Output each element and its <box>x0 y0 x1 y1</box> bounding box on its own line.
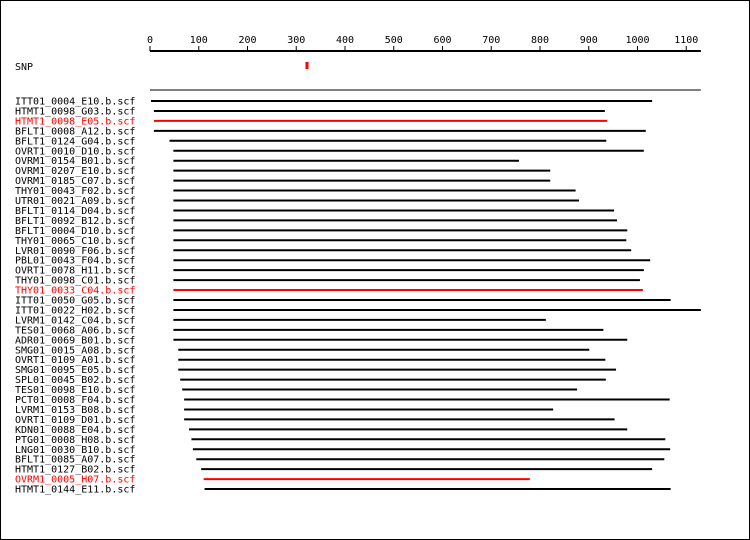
read-name: HTMT1_0144_E11.b.scf <box>15 484 136 496</box>
read-name: PBL01_0043_F04.b.scf <box>15 255 136 267</box>
read-name: BFLT1_0124_G04.b.scf <box>15 136 136 148</box>
axis-tick-label: 900 <box>579 35 598 46</box>
read-name: SPL01_0045_B02.b.scf <box>15 375 136 387</box>
axis-tick-label: 200 <box>238 35 257 46</box>
axis-tick-label: 100 <box>189 35 208 46</box>
read-name: THY01_0065_C10.b.scf <box>15 235 136 247</box>
snp-label: SNP <box>15 62 34 73</box>
read-name: BFLT1_0004_D10.b.scf <box>15 225 136 237</box>
read-name: LNG01_0030_B10.b.scf <box>15 444 136 456</box>
read-name: OVRT1_0078_H11.b.scf <box>15 265 136 277</box>
axis-tick-label: 1000 <box>625 35 650 46</box>
axis-tick-label: 0 <box>146 35 154 46</box>
read-name: BFLT1_0085_A07.b.scf <box>15 454 136 466</box>
read-name: SMG01_0095_E05.b.scf <box>15 365 136 377</box>
read-name: PCT01_0008_F04.b.scf <box>15 395 136 406</box>
read-name: ITT01_0022_H02.b.scf <box>15 305 136 317</box>
read-name: HTMT1_0127_B02.b.scf <box>15 464 136 476</box>
read-name: OVRM1_0185_C07.b.scf <box>15 176 136 188</box>
read-name: OVRM1_0154_B01.b.scf <box>15 156 136 168</box>
read-name: TES01_0068_A06.b.scf <box>15 325 136 337</box>
read-name: BFLT1_0092_B12.b.scf <box>15 215 136 227</box>
axis-tick-label: 500 <box>384 35 403 46</box>
axis-tick-label: 300 <box>287 35 306 46</box>
axis-tick-label: 400 <box>335 35 355 46</box>
read-name: HTMT1_0098_E05.b.scf <box>15 116 136 128</box>
axis-tick-label: 600 <box>433 35 452 46</box>
axis-tick-label: 800 <box>530 35 550 46</box>
read-name: THY01_0043_F02.b.scf <box>15 186 136 198</box>
read-name: BFLT1_0008_A12.b.scf <box>15 126 136 138</box>
read-name: PTG01_0008_H08.b.scf <box>15 434 136 446</box>
axis-tick-label: 1100 <box>674 35 699 46</box>
read-name: OVRT1_0109_A01.b.scf <box>15 355 136 367</box>
read-name: OVRM1_0207_E10.b.scf <box>15 166 136 178</box>
read-name: SMG01_0015_A08.b.scf <box>15 345 136 357</box>
read-name: LVR01_0090_F06.b.scf <box>15 245 136 257</box>
read-name: THY01_0098_C01.b.scf <box>15 275 136 287</box>
read-name: UTR01_0021_A09.b.scf <box>15 196 136 207</box>
read-name: ITT01_0004_E10.b.scf <box>15 96 136 108</box>
read-row <box>15 485 671 496</box>
axis <box>147 35 701 51</box>
reads-list <box>15 97 701 496</box>
alignment-plot <box>1 1 749 539</box>
read-name: LVRM1_0142_C04.b.scf <box>15 315 136 327</box>
snp-marker <box>305 62 308 69</box>
read-name: LVRM1_0153_B08.b.scf <box>15 404 136 416</box>
read-name: THY01_0033_C04.b.scf <box>15 285 136 297</box>
axis-tick-label: 700 <box>482 35 501 46</box>
read-name: ADR01_0069_B01.b.scf <box>15 335 136 347</box>
snp-track <box>15 62 308 73</box>
read-name: TES01_0098_E10.b.scf <box>15 385 136 397</box>
read-name: KDN01_0088_E04.b.scf <box>15 424 136 436</box>
read-name: OVRT1_0109_D01.b.scf <box>15 414 136 426</box>
read-name: OVRM1_0005_H07.b.scf <box>15 474 136 486</box>
read-name: ITT01_0050_G05.b.scf <box>15 295 136 307</box>
read-name: HTMT1_0098_G03.b.scf <box>15 106 136 118</box>
read-name: OVRT1_0010_D10.b.scf <box>15 146 136 158</box>
read-name: BFLT1_0114_D04.b.scf <box>15 205 136 217</box>
